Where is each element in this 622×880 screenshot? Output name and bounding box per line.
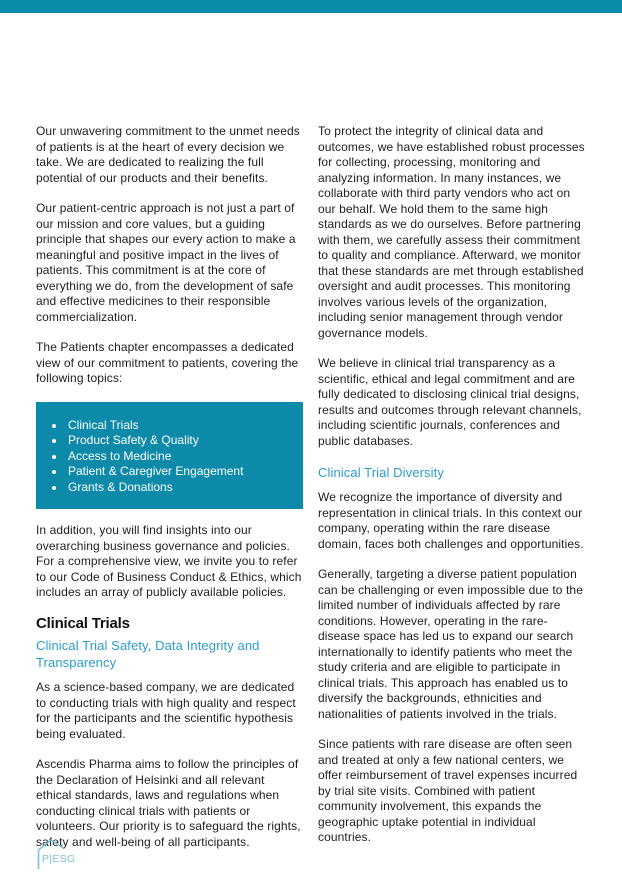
list-item [36, 433, 293, 449]
right-column [318, 124, 585, 865]
p-esg-logo [36, 837, 80, 871]
subheading-safety-integrity-transparency: Clinical Trial Safety, Data Integrity and Transparency [36, 638, 260, 671]
page-top-accent-bar [0, 0, 622, 13]
paragraph-diversity-targeting: Generally, targeting a diverse patient population can be challenging or even impossible due to the limited number of individuals affected by rare conditions. However, operating in the rare-disease space has led us to expand our search internationally to identify patients who meet the study criteria and are eligible to participate in clinical trials. This approach has enabled us to diversify the backgrounds, ethnicities and nationalities of patients involved in the trials. [318, 567, 583, 721]
paragraph-governance: In addition, you will find insights into our overarching business governance and policies. For a comprehensive view, we invite you to refer to our Code of Business Conduct & Ethics, which includes an array of publicly available policies. [36, 523, 302, 600]
paragraph-science-based: As a science-based company, we are dedicated to conducting trials with high quality and respect for the participants and the scientific hypothesis being evaluated. [36, 680, 296, 741]
list-item-label: Clinical Trials [68, 417, 139, 432]
list-item [36, 480, 293, 496]
bullet-dot-icon [52, 439, 56, 443]
list-item-label: Grants & Donations [68, 479, 173, 494]
bullet-dot-icon [52, 470, 56, 474]
paragraph-intro: Our unwavering commitment to the unmet needs of patients is at the heart of every decision we take. We are dedicated to realizing the full potential of our products and their benefits. [36, 124, 300, 185]
list-item [36, 449, 293, 465]
list-item-label: Product Safety & Quality [68, 433, 199, 448]
left-column [36, 124, 303, 865]
bullet-dot-icon [52, 424, 56, 428]
topics-highlight-box [36, 402, 303, 510]
section-heading-clinical-trials: Clinical Trials [36, 614, 130, 632]
paragraph-travel-reimbursement: Since patients with rare disease are often seen and treated at only a few national centers, we offer reimbursement of travel expenses incurred by trial site visits. Combined with patient community involvement, this expands the geographic uptake potential in individual countries. [318, 737, 578, 844]
paragraph-transparency: We believe in clinical trial transparency as a scientific, ethical and legal commitment and are fully dedicated to disclosing clinical trial designs, results and outcomes through relevant channels, including scientific journals, conferences and public databases. [318, 356, 582, 448]
logo-text: P|ESG [42, 853, 76, 865]
list-item-label: Patient & Caregiver Engagement [68, 464, 244, 479]
topics-list [36, 418, 293, 496]
list-item [36, 418, 293, 434]
list-item-label: Access to Medicine [68, 448, 172, 463]
paragraph-helsinki: Ascendis Pharma aims to follow the principles of the Declaration of Helsinki and all relevant ethical standards, laws and regulations when conducting clinical trials with patients or volunteers. Our priority is to safeguard the rights, safety and well-being of all participants. [36, 757, 301, 849]
subheading-clinical-trial-diversity: Clinical Trial Diversity [318, 465, 444, 480]
bullet-dot-icon [52, 486, 56, 490]
paragraph-patient-centric: Our patient-centric approach is not just a part of our mission and core values, but a guiding principle that shapes our every action to make a meaningful and positive impact in the lives of patients. This commitment is at the core of everything we do, from the development of safe and effective medicines to their responsible commercialization. [36, 201, 296, 324]
paragraph-data-integrity: To protect the integrity of clinical data and outcomes, we have established robust processes for collecting, processing, monitoring and analyzing information. In many instances, we collaborate with third party vendors who act on our behalf. We hold them to the same high standards as we do ourselves. Before partnering with them, we carefully assess their commitment to quality and compliance. Afterward, we monitor that these standards are met through established oversight and audit processes. This monitoring involves various levels of the organization, including senior management through vendor governance models. [318, 124, 585, 340]
list-item [36, 464, 293, 480]
bullet-dot-icon [52, 455, 56, 459]
paragraph-chapter-overview: The Patients chapter encompasses a dedicated view of our commitment to patients, covering the following topics: [36, 340, 299, 385]
two-column-layout [36, 124, 585, 865]
paragraph-diversity-recognize: We recognize the importance of diversity and representation in clinical trials. In this context our company, operating within the rare disease domain, faces both challenges and opportunities. [318, 490, 584, 551]
